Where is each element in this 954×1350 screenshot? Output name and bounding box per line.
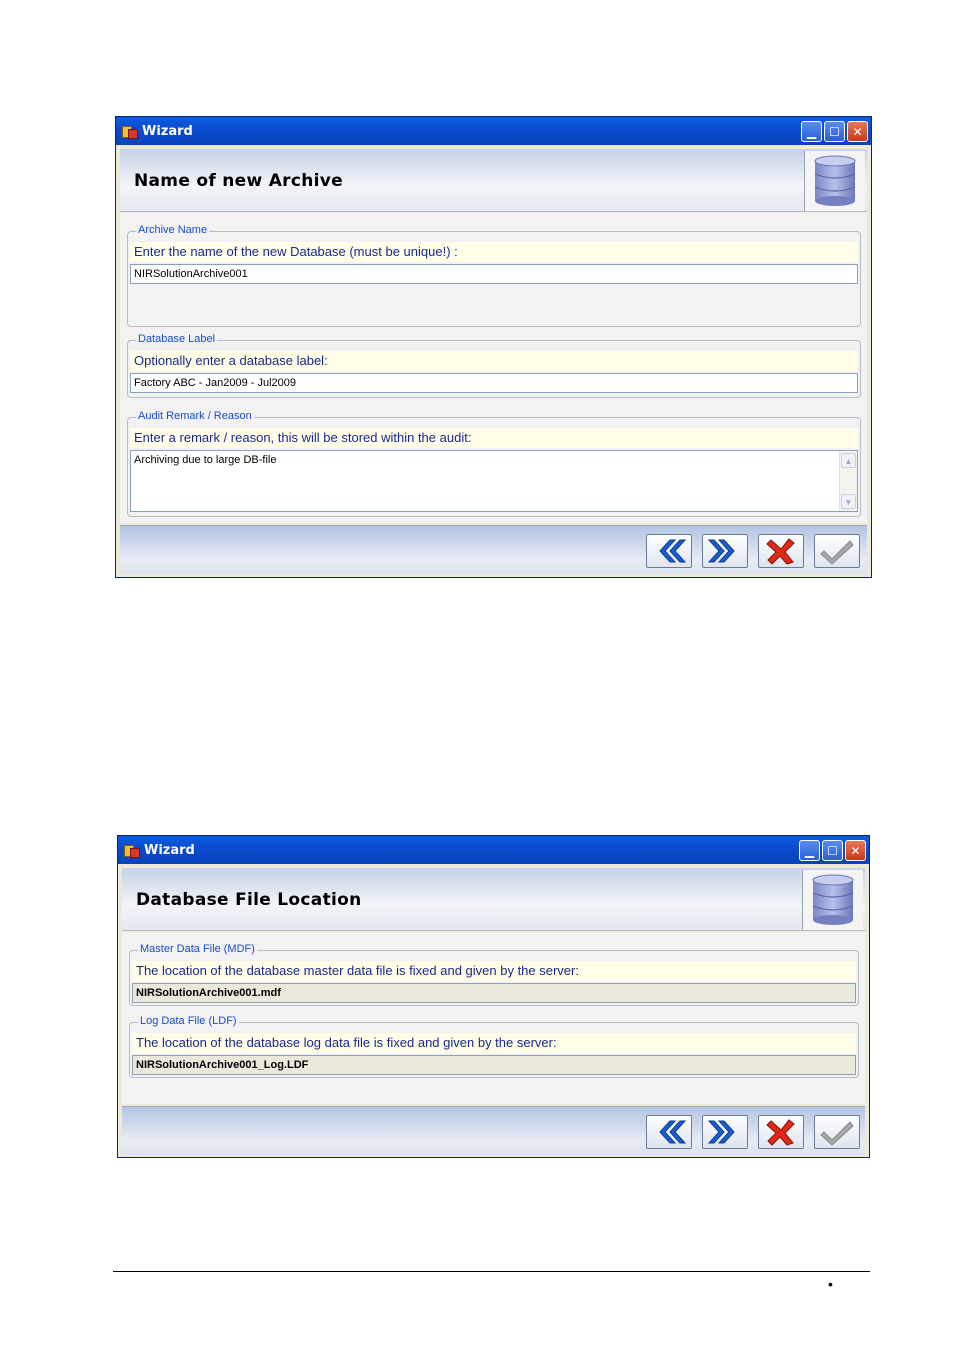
footer-bullet: • <box>828 1276 833 1292</box>
title-bar[interactable] <box>118 836 869 864</box>
back-button[interactable] <box>646 1115 692 1149</box>
wizard-header <box>122 868 865 931</box>
minimize-button[interactable] <box>801 121 822 142</box>
cancel-button[interactable] <box>758 1115 804 1149</box>
maximize-button[interactable] <box>822 840 843 861</box>
group-legend: Archive Name <box>138 224 208 236</box>
window-title: Wizard <box>144 842 195 858</box>
ldf-path-field: NIRSolutionArchive001_Log.LDF <box>132 1055 856 1075</box>
close-button[interactable] <box>845 840 866 861</box>
database-icon <box>804 151 865 211</box>
wizard-footer <box>122 1106 865 1155</box>
group-legend: Database Label <box>138 333 216 345</box>
audit-remark-prompt: Enter a remark / reason, this will be stored within the audit: <box>130 428 858 448</box>
double-chevron-right-icon <box>705 536 745 566</box>
maximize-icon: ☐ <box>827 843 838 858</box>
finish-button[interactable] <box>814 534 860 568</box>
maximize-icon: ☐ <box>829 124 840 139</box>
group-log-data-file <box>129 1015 859 1078</box>
checkmark-icon <box>817 536 857 566</box>
group-legend: Log Data File (LDF) <box>140 1015 237 1027</box>
mdf-path-field: NIRSolutionArchive001.mdf <box>132 983 856 1003</box>
close-icon: ✕ <box>852 124 863 139</box>
red-x-icon <box>761 536 801 566</box>
scroll-up-icon: ▲ <box>844 457 853 466</box>
group-audit-remark <box>127 410 861 517</box>
wizard-content <box>120 213 867 523</box>
maximize-button[interactable] <box>824 121 845 142</box>
scroll-down-icon: ▼ <box>844 498 853 507</box>
page-title: Name of new Archive <box>134 171 343 191</box>
audit-remark-textarea[interactable] <box>130 450 858 512</box>
wizard-window-file-location <box>117 835 870 1158</box>
wizard-content <box>122 932 865 1104</box>
red-x-icon <box>761 1117 801 1147</box>
textarea-scrollbar[interactable] <box>839 451 857 511</box>
page-title: Database File Location <box>136 890 362 910</box>
app-icon <box>124 843 138 857</box>
mdf-prompt: The location of the database master data file is fixed and given by the server: <box>132 961 856 981</box>
archive-name-input[interactable]: NIRSolutionArchive001 <box>130 264 858 284</box>
wizard-footer <box>120 525 867 574</box>
archive-name-prompt: Enter the name of the new Database (must be unique!) : <box>130 242 858 262</box>
double-chevron-right-icon <box>705 1117 745 1147</box>
group-archive-name <box>127 224 861 327</box>
scroll-down-button[interactable] <box>841 494 856 509</box>
footer-rule <box>113 1271 870 1272</box>
group-legend: Master Data File (MDF) <box>140 943 255 955</box>
cancel-button[interactable] <box>758 534 804 568</box>
group-legend: Audit Remark / Reason <box>138 410 252 422</box>
scroll-up-button[interactable] <box>841 453 856 468</box>
ldf-prompt: The location of the database log data file is fixed and given by the server: <box>132 1033 856 1053</box>
double-chevron-left-icon <box>649 1117 689 1147</box>
next-button[interactable] <box>702 1115 748 1149</box>
audit-remark-text: Archiving due to large DB-file <box>134 454 277 466</box>
app-icon <box>122 124 136 138</box>
double-chevron-left-icon <box>649 536 689 566</box>
database-icon <box>802 870 863 930</box>
back-button[interactable] <box>646 534 692 568</box>
finish-button[interactable] <box>814 1115 860 1149</box>
minimize-button[interactable] <box>799 840 820 861</box>
close-icon: ✕ <box>850 843 861 858</box>
next-button[interactable] <box>702 534 748 568</box>
minimize-icon: ▁ <box>806 124 817 139</box>
title-bar[interactable] <box>116 117 871 145</box>
wizard-window-archive-name <box>115 116 872 578</box>
minimize-icon: ▁ <box>804 843 815 858</box>
database-label-prompt: Optionally enter a database label: <box>130 351 858 371</box>
wizard-header <box>120 149 867 212</box>
window-title: Wizard <box>142 123 193 139</box>
checkmark-icon <box>817 1117 857 1147</box>
group-database-label <box>127 333 861 398</box>
database-label-input[interactable]: Factory ABC - Jan2009 - Jul2009 <box>130 373 858 393</box>
close-button[interactable] <box>847 121 868 142</box>
group-master-data-file <box>129 943 859 1006</box>
